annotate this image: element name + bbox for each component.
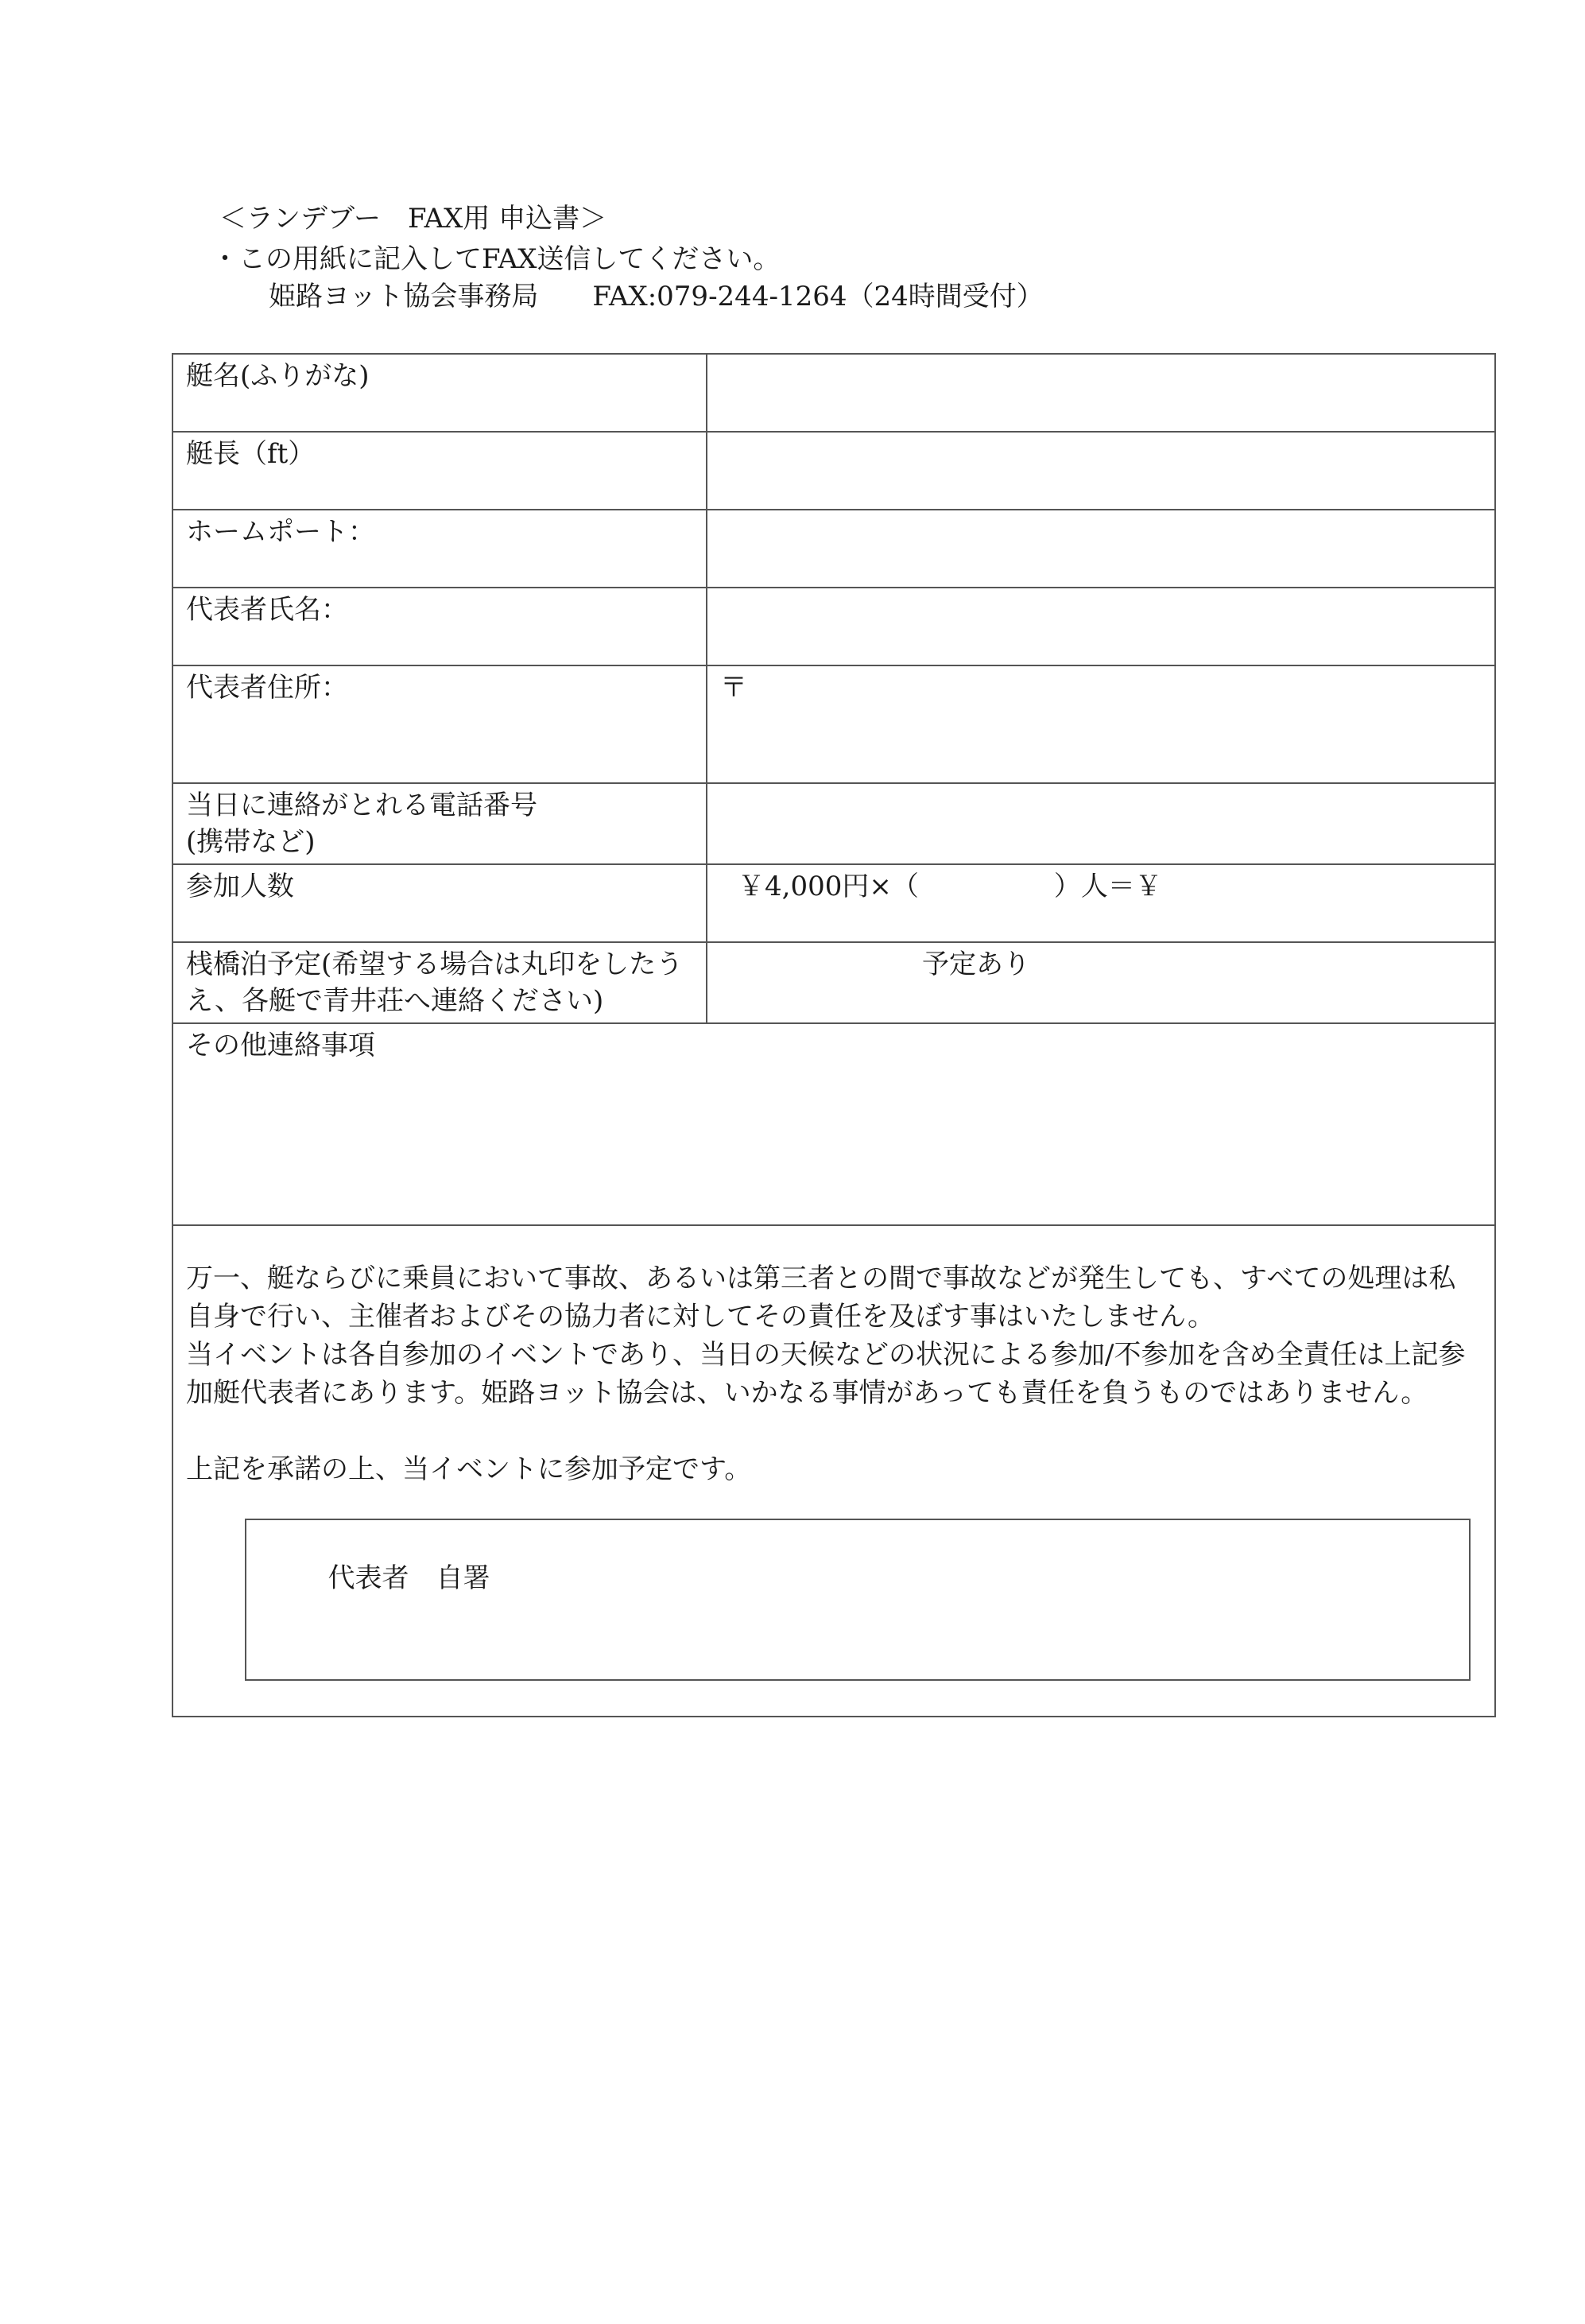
form-row-boat-name	[172, 354, 1495, 432]
agreement-paragraph-3: 上記を承諾の上、当イベントに参加予定です。	[186, 1453, 752, 1485]
label-participants: 参加人数	[172, 864, 707, 942]
form-row-phone	[172, 783, 1495, 864]
instruction-text: ・この用紙に記入してFAX送信してください。	[211, 243, 781, 275]
form-row-home-port	[172, 510, 1495, 588]
form-row-other-notes	[172, 1023, 1495, 1225]
signature-box[interactable]	[245, 1519, 1471, 1681]
field-boat-length[interactable]	[707, 432, 1495, 510]
field-participants[interactable]: ￥4,000円×（ ）人＝￥	[707, 864, 1495, 942]
field-phone[interactable]	[707, 783, 1495, 864]
agreement-section	[172, 1225, 1495, 1717]
form-row-representative-name	[172, 588, 1495, 665]
label-boat-length: 艇長（ft）	[172, 432, 707, 510]
form-row-representative-address	[172, 665, 1495, 783]
agreement-paragraph-1: 万一、艇ならびに乗員において事故、あるいは第三者との間で事故などが発生しても、すべての処理は私自身で行い、主催者およびその協力者に対してその責任を及ぼす事はいたしません。	[186, 1263, 1456, 1333]
field-home-port[interactable]	[707, 510, 1495, 588]
agreement-paragraph-2: 当イベントは各自参加のイベントであり、当日の天候などの状況による参加/不参加を含め全責任は上記参加艇代表者にあります。姫路ヨット協会は、いかなる事情があっても責任を負うものではありません。	[186, 1339, 1466, 1409]
label-phone: 当日に連絡がとれる電話番号 (携帯など)	[172, 783, 707, 864]
application-form	[172, 353, 1496, 1717]
label-other-notes: その他連絡事項	[186, 1030, 375, 1061]
other-notes-field[interactable]	[172, 1023, 1495, 1225]
label-home-port: ホームポート：	[172, 510, 707, 588]
label-representative-name: 代表者氏名：	[172, 588, 707, 665]
form-row-agreement	[172, 1225, 1495, 1717]
label-representative-address: 代表者住所：	[172, 665, 707, 783]
field-boat-name[interactable]	[707, 354, 1495, 432]
form-row-pier-stay	[172, 942, 1495, 1023]
signature-label: 代表者 自署	[327, 1562, 490, 1594]
field-representative-address[interactable]: 〒	[707, 665, 1495, 783]
contact-info: 姫路ヨット協会事務局 FAX:079-244-1264（24時間受付）	[269, 281, 1044, 312]
form-row-participants	[172, 864, 1495, 942]
form-row-boat-length	[172, 432, 1495, 510]
field-representative-name[interactable]	[707, 588, 1495, 665]
field-pier-stay[interactable]: 予定あり	[707, 942, 1495, 1023]
label-boat-name: 艇名(ふりがな)	[172, 354, 707, 432]
form-title: ＜ランデブー FAX用 申込書＞	[219, 203, 607, 235]
label-pier-stay: 桟橋泊予定(希望する場合は丸印をしたうえ、各艇で青井荘へ連絡ください)	[172, 942, 707, 1023]
